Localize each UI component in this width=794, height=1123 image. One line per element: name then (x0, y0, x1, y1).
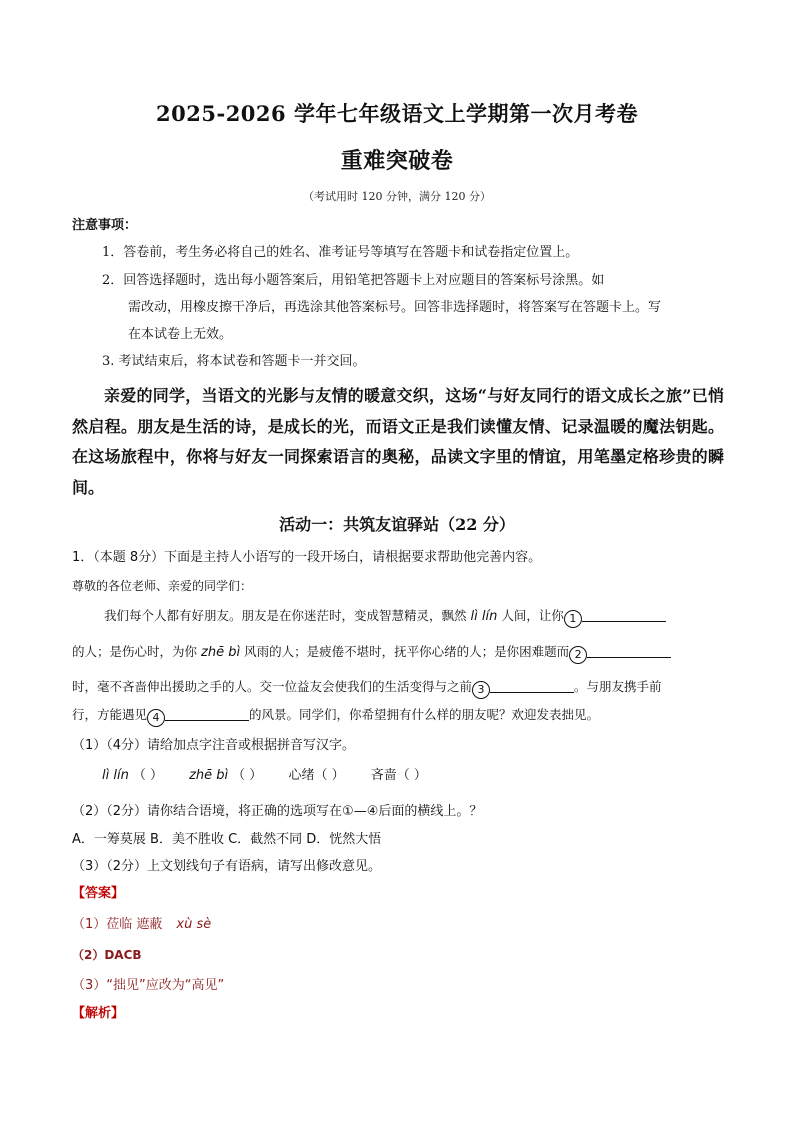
notice-item-2b: 需改动，用橡皮擦干净后，再选涂其他答案标号。回答非选择题时，将答案写在答题卡上。写 (128, 300, 662, 315)
speech-line-4 (72, 705, 599, 727)
intro-paragraph: 亲爱的同学，当语文的光影与友情的暖意交织，这场“与好友同行的语文成长之旅”已悄然启程。朋友是生活的诗，是成长的光，而语文正是我们读懂友情、记录温暖的魔法钥匙。在这场旅程中，你将与好友一同探索语言的奥秘，品读文字里的情谊，用笔墨定格珍贵的瞬间。 (72, 386, 724, 497)
speech-greeting: 尊敬的各位老师、亲爱的同学们： (72, 579, 253, 593)
circled-number: 2 (569, 646, 587, 664)
answer-1-text: （1）莅临 遮蔽 (72, 917, 163, 932)
answer-1 (72, 913, 215, 932)
speech-text: 我们每个人都有好朋友。朋友是在你迷茫时，变成智慧精灵，飘然 (104, 608, 467, 623)
notice-item-3: 3. 考试结束后，将本试卷和答题卡一并交回。 (102, 354, 366, 369)
fill-blank-paren[interactable]: （ ） (396, 768, 427, 783)
speech-text: 行，方能遇见 (72, 707, 148, 722)
speech-text: 时，毫不吝啬伸出援助之手的人。交一位益友会使我们的生活变得与之前 (72, 679, 473, 694)
fill-blank-paren[interactable]: （ ） (132, 768, 163, 783)
pinyin-li-lin: lì lín (470, 609, 498, 624)
circled-number: 3 (472, 681, 490, 699)
answer-blank-3[interactable] (490, 678, 574, 693)
speech-text: 风雨的人；是疲倦不堪时，抚平你心绪的人；是你困难题而 (244, 644, 570, 659)
speech-line-1 (104, 606, 666, 628)
answer-blank-2[interactable] (587, 643, 671, 658)
speech-text: 。与朋友携手前 (574, 679, 662, 694)
notice-item-2a: 2．回答选择题时，选出每小题答案后，用铅笔把答题卡上对应题目的答案标号涂黑。如 (102, 273, 605, 288)
answer-1-pinyin: xù sè (176, 917, 212, 932)
fill-blank-paren[interactable]: （ ） (314, 768, 345, 783)
answer-blank-1[interactable] (582, 607, 666, 622)
answer-heading: 【答案】 (72, 886, 125, 901)
sub-question-3: （3）（2分）上文划线句子有语病，请写出修改意见。 (72, 859, 382, 874)
exam-title: 2025-2026 学年七年级语文上学期第一次月考卷 (156, 101, 638, 126)
answer-3: （3）“拙见”应改为“高见” (72, 978, 225, 993)
word-linse: 吝啬 (370, 768, 397, 783)
answer-2: （2）DACB (72, 948, 142, 962)
word-xinxu: 心绪 (288, 768, 315, 783)
speech-text: 的风景。同学们，你希望拥有什么样的朋友呢？欢迎发表拙见。 (249, 707, 600, 722)
notice-heading: 注意事项： (72, 218, 138, 233)
answer-blank-4[interactable] (165, 706, 249, 721)
pinyin-zhe-bi: zhē bì (189, 768, 229, 783)
circled-number: 1 (564, 610, 582, 628)
sub-question-2: （2）（2分）请你结合语境，将正确的选项写在①—④后面的横线上。？ (72, 804, 483, 819)
notice-item-1: 1．答卷前，考生务必将自己的姓名、准考证号等填写在答题卡和试卷指定位置上。 (102, 245, 579, 260)
circled-number: 4 (147, 709, 165, 727)
fill-blank-paren[interactable]: （ ） (232, 768, 263, 783)
notice-item-2c: 在本试卷上无效。 (128, 327, 233, 342)
sub-question-1: （1）（4分）请给加点字注音或根据拼音写汉字。 (72, 738, 356, 753)
speech-line-2 (72, 642, 671, 664)
analysis-heading: 【解析】 (72, 1006, 125, 1021)
pinyin-zhe-bi: zhē bì (201, 645, 241, 660)
exam-info: （考试用时 120 分钟，满分 120 分） (303, 190, 491, 203)
section-heading-activity-1: 活动一：共筑友谊驿站（22 分） (279, 515, 515, 534)
question-1-stem: 1．（本题 8分）下面是主持人小语写的一段开场白，请根据要求帮助他完善内容。 (72, 550, 542, 565)
fill-in-row (98, 764, 427, 783)
speech-text: 的人；是伤心时，为你 (72, 644, 198, 659)
options-list: A．一筹莫展 B．美不胜收 C．截然不同 D．恍然大悟 (72, 832, 382, 847)
speech-text: 人间，让你 (501, 608, 564, 623)
speech-line-3 (72, 677, 662, 699)
pinyin-li-lin: lì lín (102, 768, 129, 783)
exam-subtitle: 重难突破卷 (340, 148, 454, 174)
